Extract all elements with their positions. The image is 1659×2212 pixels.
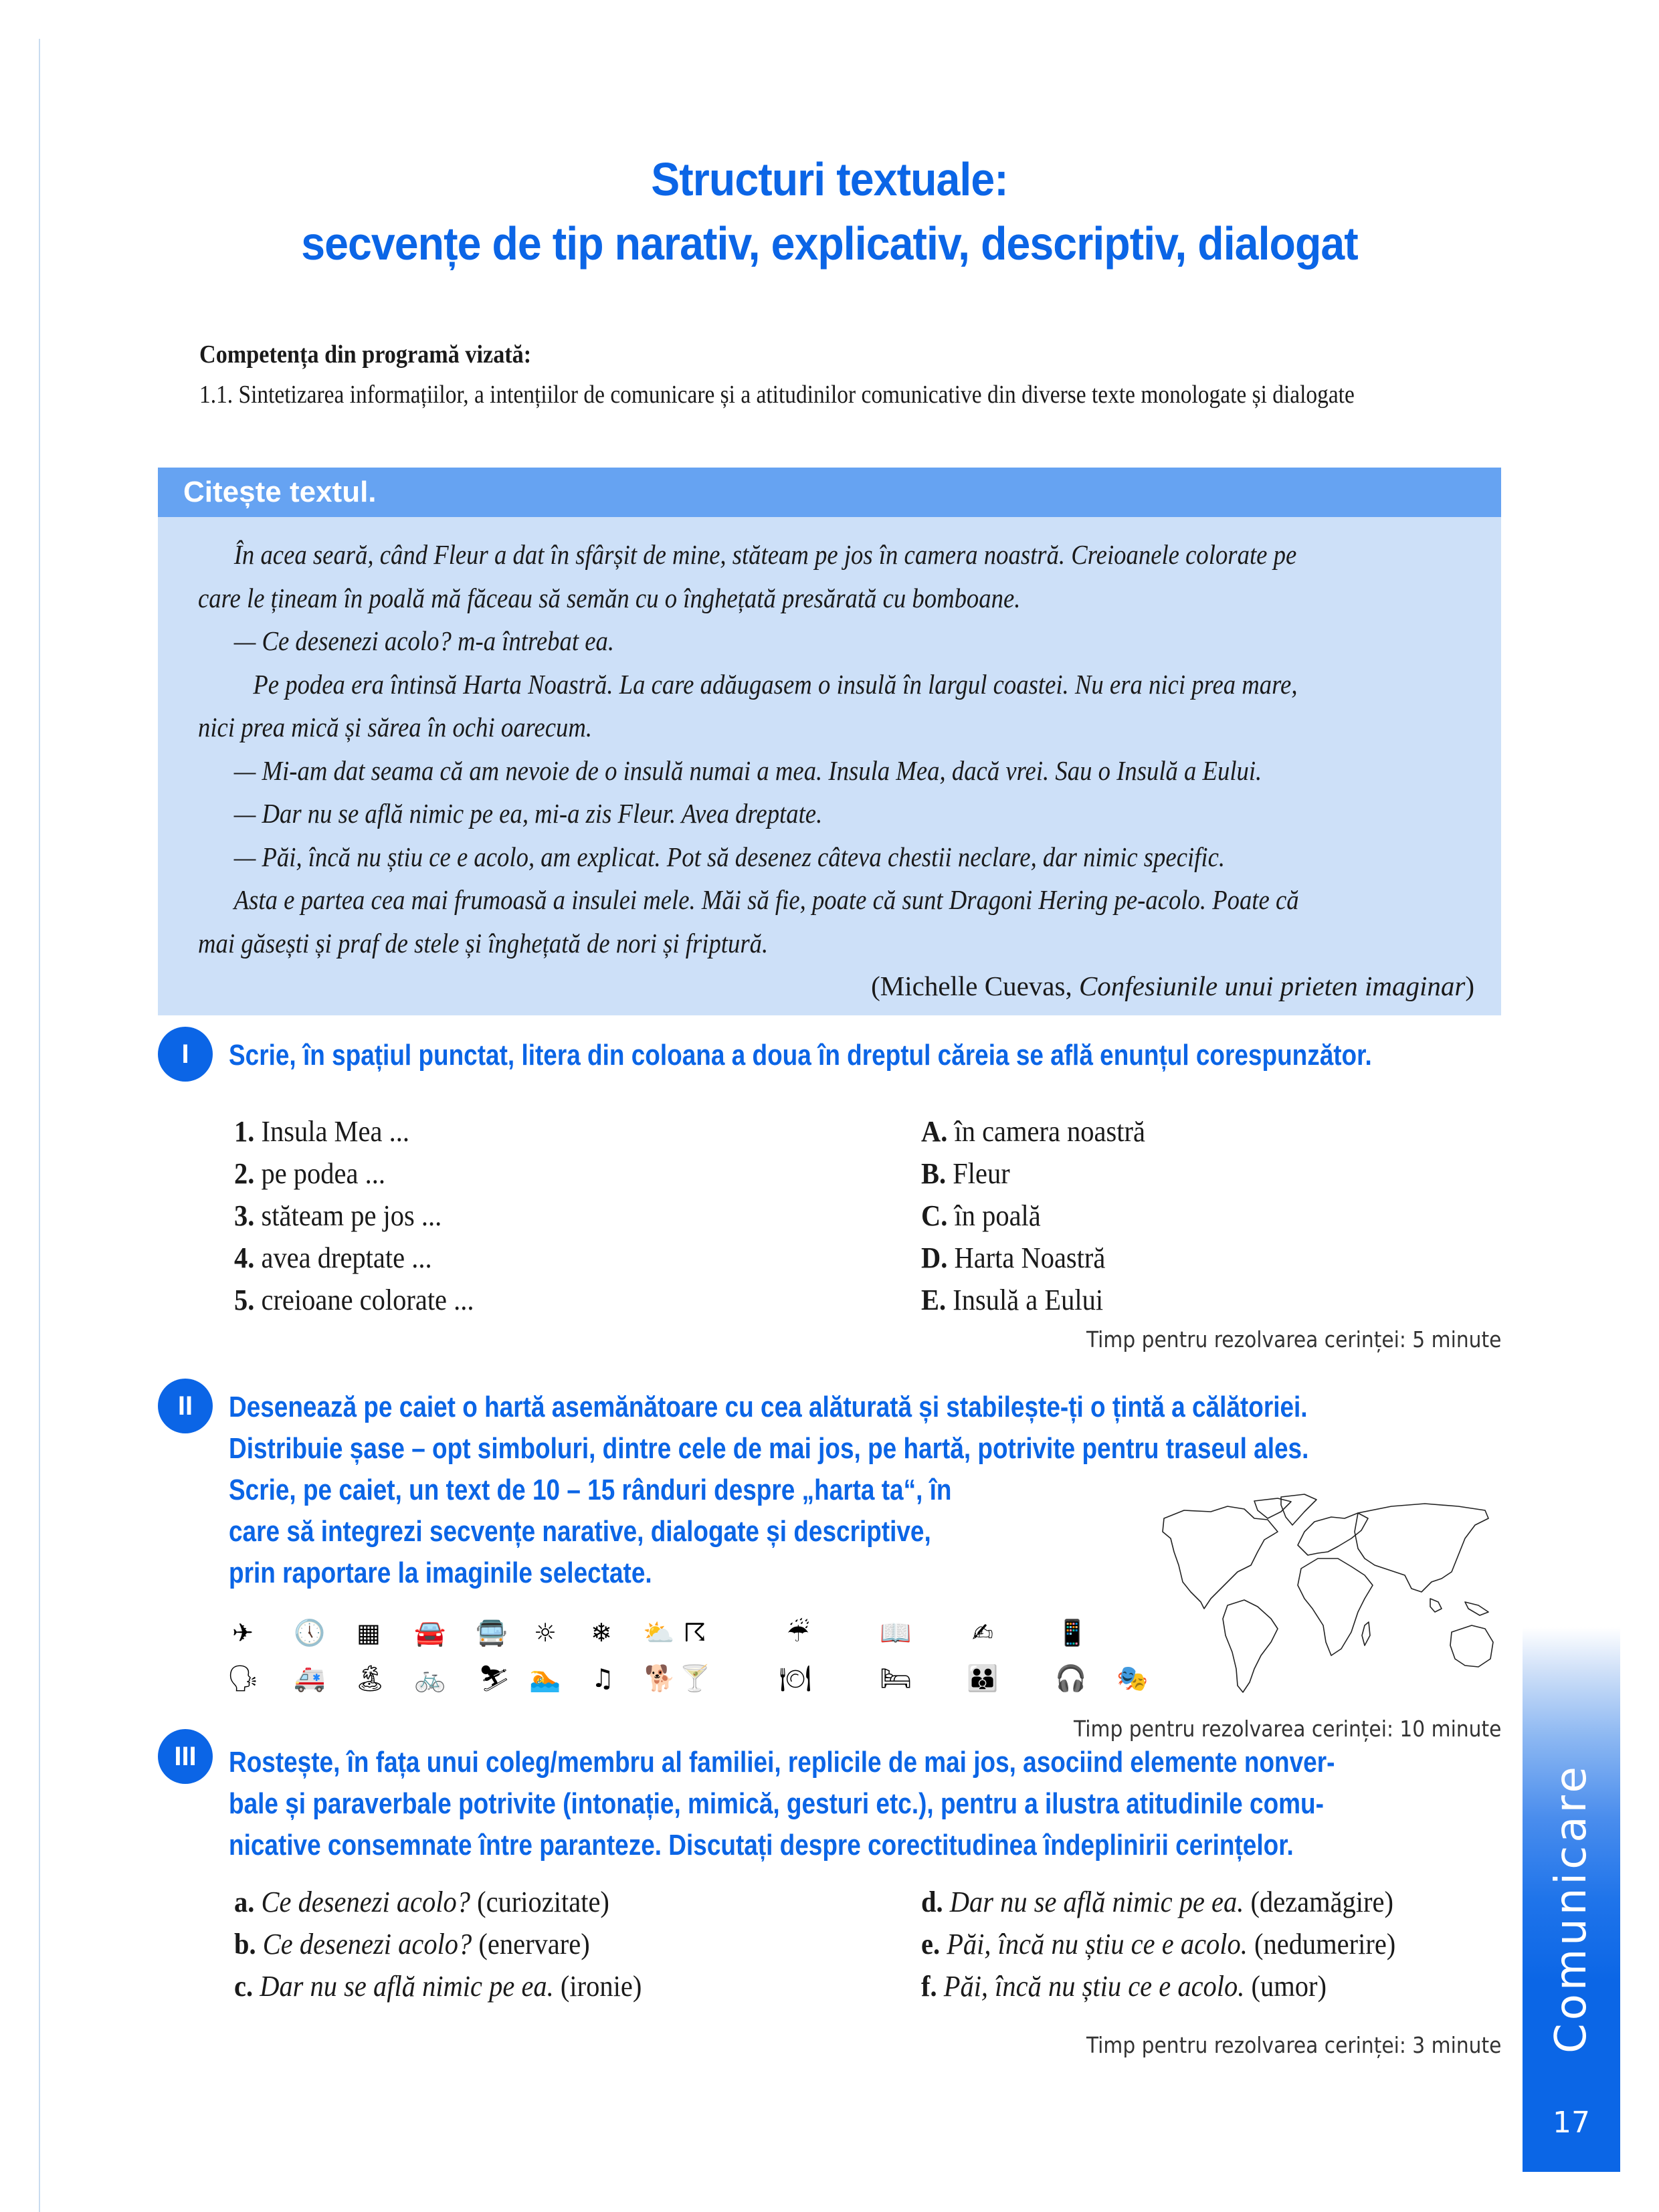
- family-icon[interactable]: 👪: [967, 1664, 999, 1693]
- replica-item: d. Dar nu se află nimic pe ea. (dezamăgire): [921, 1886, 1393, 1918]
- task-3-badge: III: [158, 1729, 213, 1784]
- bed-icon[interactable]: 🛏: [879, 1664, 912, 1693]
- source-author: (Michelle Cuevas,: [871, 971, 1079, 1001]
- text-line: — Ce desenezi acolo? m-a întrebat ea.: [233, 625, 615, 656]
- section-label: Comunicare: [1547, 1763, 1596, 2053]
- title-line-1: Structuri textuale:: [651, 153, 1008, 205]
- source-title: Confesiunile unui prieten imaginar: [1078, 971, 1466, 1001]
- symbol-row-1: [227, 1617, 1231, 1663]
- page-edge-line: [39, 39, 40, 2212]
- task-3-timing: Timp pentru rezolvarea cerinței: 3 minute: [1086, 2032, 1501, 2058]
- match-item-right: E. Insulă a Eului: [921, 1284, 1104, 1316]
- competence-block: [199, 334, 1537, 415]
- replica-item: e. Păi, încă nu știu ce e acolo. (nedumerire): [921, 1928, 1396, 1960]
- task-3-left-column: [234, 1881, 677, 2007]
- plate-cutlery-icon[interactable]: 🍽: [779, 1664, 812, 1693]
- mobile-phone-icon[interactable]: 📱: [1056, 1618, 1088, 1647]
- instruction-line: Scrie, în spațiul punctat, litera din coloana a doua în dreptul căreia se află enunțul corespunzător.: [229, 1039, 1372, 1072]
- match-item-right: D. Harta Noastră: [921, 1241, 1106, 1274]
- text-line: În acea seară, când Fleur a dat în sfârșit de mine, stăteam pe jos în camera noastră. Creioanele colorate pe: [233, 539, 1297, 570]
- text-line: — Păi, încă nu știu ce e acolo, am explicat. Pot să desenez câteva chestii neclare, dar nimic specific.: [233, 841, 1226, 872]
- palm-island-icon[interactable]: 🏝: [353, 1664, 387, 1693]
- bus-icon[interactable]: 🚍: [476, 1618, 508, 1647]
- replica-item: b. Ce desenezi acolo? (enervare): [234, 1928, 590, 1960]
- match-item-left: 3. stăteam pe jos ...: [234, 1199, 442, 1232]
- task-2-badge: II: [158, 1379, 213, 1433]
- instruction-line: Desenează pe caiet o hartă asemănătoare cu cea alăturată și stabilește-ți o țintă a călătoriei.: [229, 1391, 1308, 1423]
- sun-icon[interactable]: ☼: [533, 1618, 557, 1647]
- cocktail-glass-icon[interactable]: 🍸: [679, 1664, 711, 1693]
- match-item-left: 5. creioane colorate ...: [234, 1284, 474, 1316]
- title-line-2: secvențe de tip narativ, explicativ, descriptiv, dialogat: [301, 217, 1358, 270]
- instruction-line: Scrie, pe caiet, un text de 10 – 15 rânduri despre „harta ta“, în: [229, 1474, 952, 1506]
- text-line: — Dar nu se află nimic pe ea, mi-a zis Fleur. Avea dreptate.: [233, 798, 823, 829]
- text-line: Pe podea era întinsă Harta Noastră. La care adăugasem o insulă în largul coastei. Nu era nici prea mare,: [253, 668, 1298, 700]
- theater-masks-icon[interactable]: 🎭: [1116, 1664, 1149, 1693]
- reading-header: Citește textul.: [158, 468, 1501, 517]
- dog-icon[interactable]: 🐕: [644, 1664, 676, 1693]
- match-item-right: B. Fleur: [921, 1157, 1010, 1190]
- instruction-line: nicative consemnate între paranteze. Discutați despre corectitudinea îndeplinirii cerințelor.: [229, 1829, 1294, 1862]
- text-line: — Mi-am dat seama că am nevoie de o insulă numai a mea. Insula Mea, dacă vrei. Sau o Insulă a Eului.: [233, 755, 1262, 786]
- instruction-line: prin raportare la imaginile selectate.: [229, 1556, 652, 1589]
- reading-text: [158, 517, 1501, 1008]
- task-1-left-column: [234, 1110, 495, 1321]
- instruction-line: Rostește, în fața unui coleg/membru al familiei, replicile de mai jos, asociind elemente nonver-: [229, 1746, 1335, 1779]
- text-line: nici prea mică și sărea în ochi oarecum.: [198, 712, 593, 742]
- text-line: care le țineam în poală mă făceau să semăn cu o înghețată presărată cu bomboane.: [198, 582, 1021, 613]
- replica-item: c. Dar nu se află nimic pe ea. (ironie): [234, 1970, 642, 2003]
- instruction-line: bale și paraverbale potrivite (intonație, mimică, gesturi etc.), pentru a ilustra atitudinile comu-: [229, 1787, 1324, 1820]
- task-3-right-column: [921, 1881, 1437, 2007]
- replica-item: a. Ce desenezi acolo? (curiozitate): [234, 1886, 609, 1918]
- match-item-left: 1. Insula Mea ...: [234, 1115, 409, 1148]
- source-close: ): [1465, 971, 1474, 1001]
- instruction-line: care să integrezi secvențe narative, dialogate și descriptive,: [229, 1515, 931, 1548]
- thunderstorm-icon[interactable]: ☈: [683, 1618, 707, 1647]
- symbol-palette: [227, 1617, 1231, 1708]
- task-1-timing: Timp pentru rezolvarea cerinței: 5 minute: [1086, 1326, 1501, 1352]
- music-note-icon[interactable]: ♫: [591, 1664, 615, 1693]
- match-item-left: 4. avea dreptate ...: [234, 1241, 432, 1274]
- rain-cloud-icon[interactable]: ☔: [786, 1618, 810, 1647]
- ambulance-icon[interactable]: 🚑: [294, 1664, 326, 1693]
- car-icon[interactable]: 🚘: [414, 1618, 446, 1647]
- speaking-head-icon[interactable]: 🗣: [226, 1664, 260, 1693]
- airplane-icon[interactable]: ✈: [232, 1618, 254, 1647]
- document-pen-icon[interactable]: ✍: [972, 1618, 993, 1647]
- task-1-right-column: [921, 1110, 1165, 1321]
- competence-label: Competența din programă vizată:: [199, 340, 532, 369]
- text-line: Asta e partea cea mai frumoasă a insulei mele. Măi să fie, poate că sunt Dragoni Hering pe-acolo. Poate că: [233, 884, 1299, 915]
- replica-item: f. Păi, încă nu știu ce e acolo. (umor): [921, 1970, 1327, 2003]
- task-1-badge: I: [158, 1027, 213, 1082]
- reading-box: [158, 468, 1501, 1015]
- instruction-line: Distribuie șase – opt simboluri, dintre cele de mai jos, pe hartă, potrivite pentru traseul ales.: [229, 1432, 1309, 1465]
- match-item-left: 2. pe podea ...: [234, 1157, 385, 1190]
- text-line: mai găsești și praf de stele și înghețată de nori și friptură.: [198, 927, 769, 959]
- bicycle-icon[interactable]: 🚲: [414, 1664, 446, 1693]
- page-number: 17: [1553, 2106, 1590, 2140]
- competence-text: 1.1. Sintetizarea informațiilor, a intențiilor de comunicare și a atitudinilor comunicative din diverse texte monologate și dialogate: [199, 381, 1355, 409]
- match-item-right: C. în poală: [921, 1199, 1041, 1232]
- skier-icon[interactable]: ⛷: [478, 1664, 511, 1693]
- section-tab: [1523, 1627, 1620, 2172]
- clock-icon[interactable]: 🕔: [294, 1618, 326, 1647]
- page-title: [66, 147, 1593, 276]
- partly-cloudy-icon[interactable]: ⛅: [643, 1618, 675, 1647]
- snowflake-icon[interactable]: ❄: [591, 1618, 612, 1647]
- task-3-instruction: [229, 1742, 1545, 1866]
- building-icon[interactable]: ▦: [357, 1618, 381, 1647]
- task-2-timing: Timp pentru rezolvarea cerinței: 10 minute: [1073, 1716, 1501, 1742]
- swimmer-icon[interactable]: 🏊: [529, 1664, 561, 1693]
- text-source: [198, 965, 1477, 1008]
- headphones-icon[interactable]: 🎧: [1055, 1664, 1087, 1693]
- open-book-icon[interactable]: 📖: [880, 1618, 912, 1647]
- task-1-instruction: [229, 1035, 1589, 1076]
- match-item-right: A. în camera noastră: [921, 1115, 1145, 1148]
- symbol-row-2: [227, 1663, 1231, 1708]
